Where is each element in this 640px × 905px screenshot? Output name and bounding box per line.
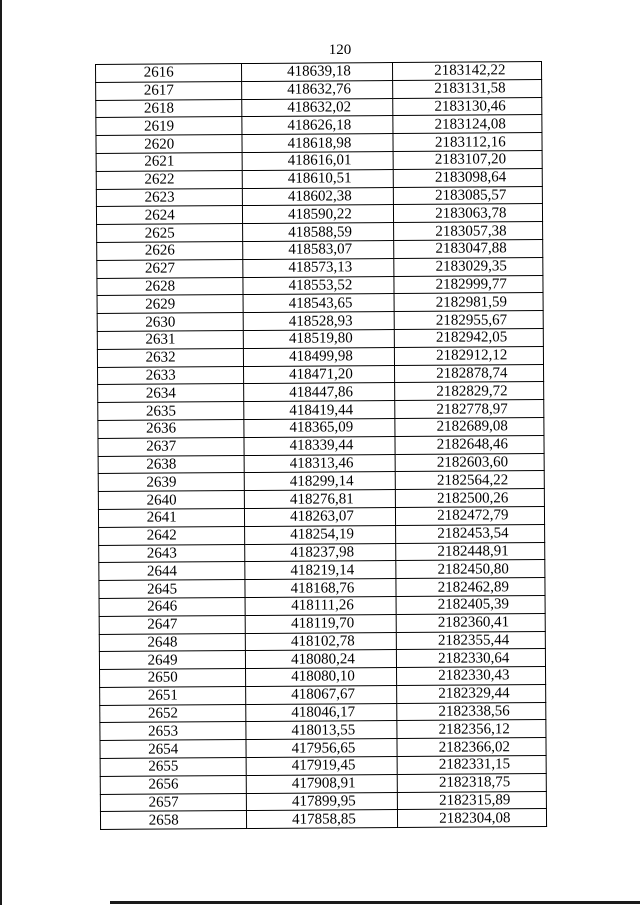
x-coordinate-cell: 418543,65 bbox=[243, 294, 393, 313]
point-number-cell: 2618 bbox=[96, 99, 242, 118]
x-coordinate-cell: 418602,38 bbox=[243, 187, 393, 206]
x-coordinate-cell: 418111,26 bbox=[245, 596, 395, 615]
y-coordinate-cell: 2182450,80 bbox=[395, 560, 544, 579]
point-number-cell: 2623 bbox=[96, 188, 242, 207]
y-coordinate-cell: 2182778,97 bbox=[394, 400, 543, 419]
point-number-cell: 2619 bbox=[96, 117, 242, 136]
y-coordinate-cell: 2182500,26 bbox=[395, 489, 544, 508]
x-coordinate-cell: 418365,09 bbox=[244, 418, 394, 437]
x-coordinate-cell: 418219,14 bbox=[245, 561, 395, 580]
point-number-cell: 2650 bbox=[100, 669, 246, 688]
coordinates-table bbox=[95, 61, 547, 830]
x-coordinate-cell: 417908,91 bbox=[247, 774, 397, 793]
x-coordinate-cell: 418067,67 bbox=[246, 685, 396, 704]
point-number-cell: 2637 bbox=[98, 437, 244, 456]
x-coordinate-cell: 418419,44 bbox=[244, 401, 394, 420]
point-number-cell: 2636 bbox=[98, 419, 244, 438]
x-coordinate-cell: 418583,07 bbox=[243, 240, 393, 259]
point-number-cell: 2655 bbox=[100, 758, 246, 777]
point-number-cell: 2638 bbox=[98, 455, 244, 474]
point-number-cell: 2627 bbox=[97, 259, 243, 278]
x-coordinate-cell: 418080,24 bbox=[246, 650, 396, 669]
point-number-cell: 2625 bbox=[97, 224, 243, 243]
x-coordinate-cell: 418471,20 bbox=[244, 365, 394, 384]
y-coordinate-cell: 2182338,56 bbox=[396, 702, 545, 721]
x-coordinate-cell: 417956,65 bbox=[246, 739, 396, 758]
x-coordinate-cell: 418499,98 bbox=[244, 347, 394, 366]
x-coordinate-cell: 418168,76 bbox=[245, 579, 395, 598]
y-coordinate-cell: 2182981,59 bbox=[394, 293, 543, 312]
x-coordinate-cell: 417919,45 bbox=[246, 757, 396, 776]
y-coordinate-cell: 2182942,05 bbox=[394, 328, 543, 347]
point-number-cell: 2643 bbox=[99, 544, 245, 563]
y-coordinate-cell: 2182999,77 bbox=[394, 275, 543, 294]
x-coordinate-cell: 418276,81 bbox=[245, 490, 395, 509]
point-number-cell: 2629 bbox=[97, 295, 243, 314]
y-coordinate-cell: 2182360,41 bbox=[396, 613, 545, 632]
y-coordinate-cell: 2182315,89 bbox=[397, 791, 546, 810]
point-number-cell: 2654 bbox=[100, 740, 246, 759]
y-coordinate-cell: 2182331,15 bbox=[397, 756, 546, 775]
y-coordinate-cell: 2182603,60 bbox=[395, 453, 544, 472]
point-number-cell: 2640 bbox=[98, 491, 244, 510]
x-coordinate-cell: 418313,46 bbox=[244, 454, 394, 473]
y-coordinate-cell: 2183047,88 bbox=[393, 240, 542, 259]
x-coordinate-cell: 418639,18 bbox=[242, 63, 392, 82]
x-coordinate-cell: 418447,86 bbox=[244, 383, 394, 402]
y-coordinate-cell: 2183142,22 bbox=[392, 62, 541, 81]
y-coordinate-cell: 2182689,08 bbox=[394, 417, 543, 436]
x-coordinate-cell: 418610,51 bbox=[243, 169, 393, 188]
x-coordinate-cell: 418299,14 bbox=[245, 472, 395, 491]
y-coordinate-cell: 2182366,02 bbox=[397, 738, 546, 757]
point-number-cell: 2645 bbox=[99, 580, 245, 599]
y-coordinate-cell: 2183057,38 bbox=[393, 222, 542, 241]
y-coordinate-cell: 2182355,44 bbox=[396, 631, 545, 650]
y-coordinate-cell: 2182318,75 bbox=[397, 773, 546, 792]
page-number: 120 bbox=[328, 42, 352, 58]
y-coordinate-cell: 2183085,57 bbox=[393, 186, 542, 205]
x-coordinate-cell: 418080,10 bbox=[246, 668, 396, 687]
point-number-cell: 2649 bbox=[99, 651, 245, 670]
point-number-cell: 2656 bbox=[100, 775, 246, 794]
point-number-cell: 2639 bbox=[98, 473, 244, 492]
scan-border-bottom bbox=[110, 901, 640, 904]
y-coordinate-cell: 2182472,79 bbox=[395, 506, 544, 525]
point-number-cell: 2647 bbox=[99, 615, 245, 634]
y-coordinate-cell: 2182955,67 bbox=[394, 311, 543, 330]
x-coordinate-cell: 418632,76 bbox=[242, 80, 392, 99]
y-coordinate-cell: 2182405,39 bbox=[396, 595, 545, 614]
point-number-cell: 2652 bbox=[100, 704, 246, 723]
point-number-cell: 2641 bbox=[98, 508, 244, 527]
point-number-cell: 2634 bbox=[98, 384, 244, 403]
y-coordinate-cell: 2182304,08 bbox=[397, 809, 546, 828]
x-coordinate-cell: 418237,98 bbox=[245, 543, 395, 562]
x-coordinate-cell: 418528,93 bbox=[243, 312, 393, 331]
point-number-cell: 2648 bbox=[99, 633, 245, 652]
point-number-cell: 2657 bbox=[100, 793, 246, 812]
y-coordinate-cell: 2182829,72 bbox=[394, 382, 543, 401]
point-number-cell: 2653 bbox=[100, 722, 246, 741]
y-coordinate-cell: 2182462,89 bbox=[396, 578, 545, 597]
x-coordinate-cell: 418263,07 bbox=[245, 507, 395, 526]
table-row bbox=[100, 809, 546, 830]
point-number-cell: 2622 bbox=[96, 170, 242, 189]
point-number-cell: 2616 bbox=[96, 64, 242, 83]
point-number-cell: 2628 bbox=[97, 277, 243, 296]
scan-border-left bbox=[0, 0, 2, 905]
x-coordinate-cell: 418618,98 bbox=[242, 134, 392, 153]
x-coordinate-cell: 418590,22 bbox=[243, 205, 393, 224]
x-coordinate-cell: 418626,18 bbox=[242, 116, 392, 135]
y-coordinate-cell: 2182330,64 bbox=[396, 649, 545, 668]
point-number-cell: 2630 bbox=[97, 313, 243, 332]
y-coordinate-cell: 2182356,12 bbox=[397, 720, 546, 739]
point-number-cell: 2642 bbox=[99, 526, 245, 545]
point-number-cell: 2644 bbox=[99, 562, 245, 581]
y-coordinate-cell: 2182448,91 bbox=[395, 542, 544, 561]
x-coordinate-cell: 418553,52 bbox=[243, 276, 393, 295]
x-coordinate-cell: 418102,78 bbox=[246, 632, 396, 651]
y-coordinate-cell: 2183124,08 bbox=[392, 115, 541, 134]
point-number-cell: 2632 bbox=[97, 348, 243, 367]
point-number-cell: 2617 bbox=[96, 81, 242, 100]
point-number-cell: 2624 bbox=[96, 206, 242, 225]
point-number-cell: 2631 bbox=[97, 330, 243, 349]
y-coordinate-cell: 2182648,46 bbox=[395, 435, 544, 454]
x-coordinate-cell: 418013,55 bbox=[246, 721, 396, 740]
x-coordinate-cell: 417858,85 bbox=[247, 810, 397, 829]
x-coordinate-cell: 418519,80 bbox=[244, 329, 394, 348]
point-number-cell: 2626 bbox=[97, 241, 243, 260]
x-coordinate-cell: 418632,02 bbox=[242, 98, 392, 117]
y-coordinate-cell: 2182329,44 bbox=[396, 684, 545, 703]
point-number-cell: 2646 bbox=[99, 597, 245, 616]
point-number-cell: 2635 bbox=[98, 402, 244, 421]
y-coordinate-cell: 2182564,22 bbox=[395, 471, 544, 490]
x-coordinate-cell: 418254,19 bbox=[245, 525, 395, 544]
y-coordinate-cell: 2183063,78 bbox=[393, 204, 542, 223]
y-coordinate-cell: 2182912,12 bbox=[394, 346, 543, 365]
x-coordinate-cell: 418588,59 bbox=[243, 223, 393, 242]
point-number-cell: 2633 bbox=[98, 366, 244, 385]
coordinates-table-body bbox=[96, 62, 547, 830]
x-coordinate-cell: 417899,95 bbox=[247, 792, 397, 811]
x-coordinate-cell: 418046,17 bbox=[246, 703, 396, 722]
x-coordinate-cell: 418119,70 bbox=[245, 614, 395, 633]
point-number-cell: 2651 bbox=[100, 686, 246, 705]
x-coordinate-cell: 418573,13 bbox=[243, 258, 393, 277]
y-coordinate-cell: 2182878,74 bbox=[394, 364, 543, 383]
point-number-cell: 2658 bbox=[100, 811, 246, 830]
y-coordinate-cell: 2183130,46 bbox=[392, 97, 541, 116]
y-coordinate-cell: 2183029,35 bbox=[393, 257, 542, 276]
x-coordinate-cell: 418616,01 bbox=[242, 152, 392, 171]
y-coordinate-cell: 2183107,20 bbox=[393, 151, 542, 170]
point-number-cell: 2621 bbox=[96, 153, 242, 172]
y-coordinate-cell: 2183112,16 bbox=[393, 133, 542, 152]
x-coordinate-cell: 418339,44 bbox=[244, 436, 394, 455]
y-coordinate-cell: 2183131,58 bbox=[392, 79, 541, 98]
y-coordinate-cell: 2183098,64 bbox=[393, 168, 542, 187]
point-number-cell: 2620 bbox=[96, 135, 242, 154]
y-coordinate-cell: 2182330,43 bbox=[396, 667, 545, 686]
y-coordinate-cell: 2182453,54 bbox=[395, 524, 544, 543]
